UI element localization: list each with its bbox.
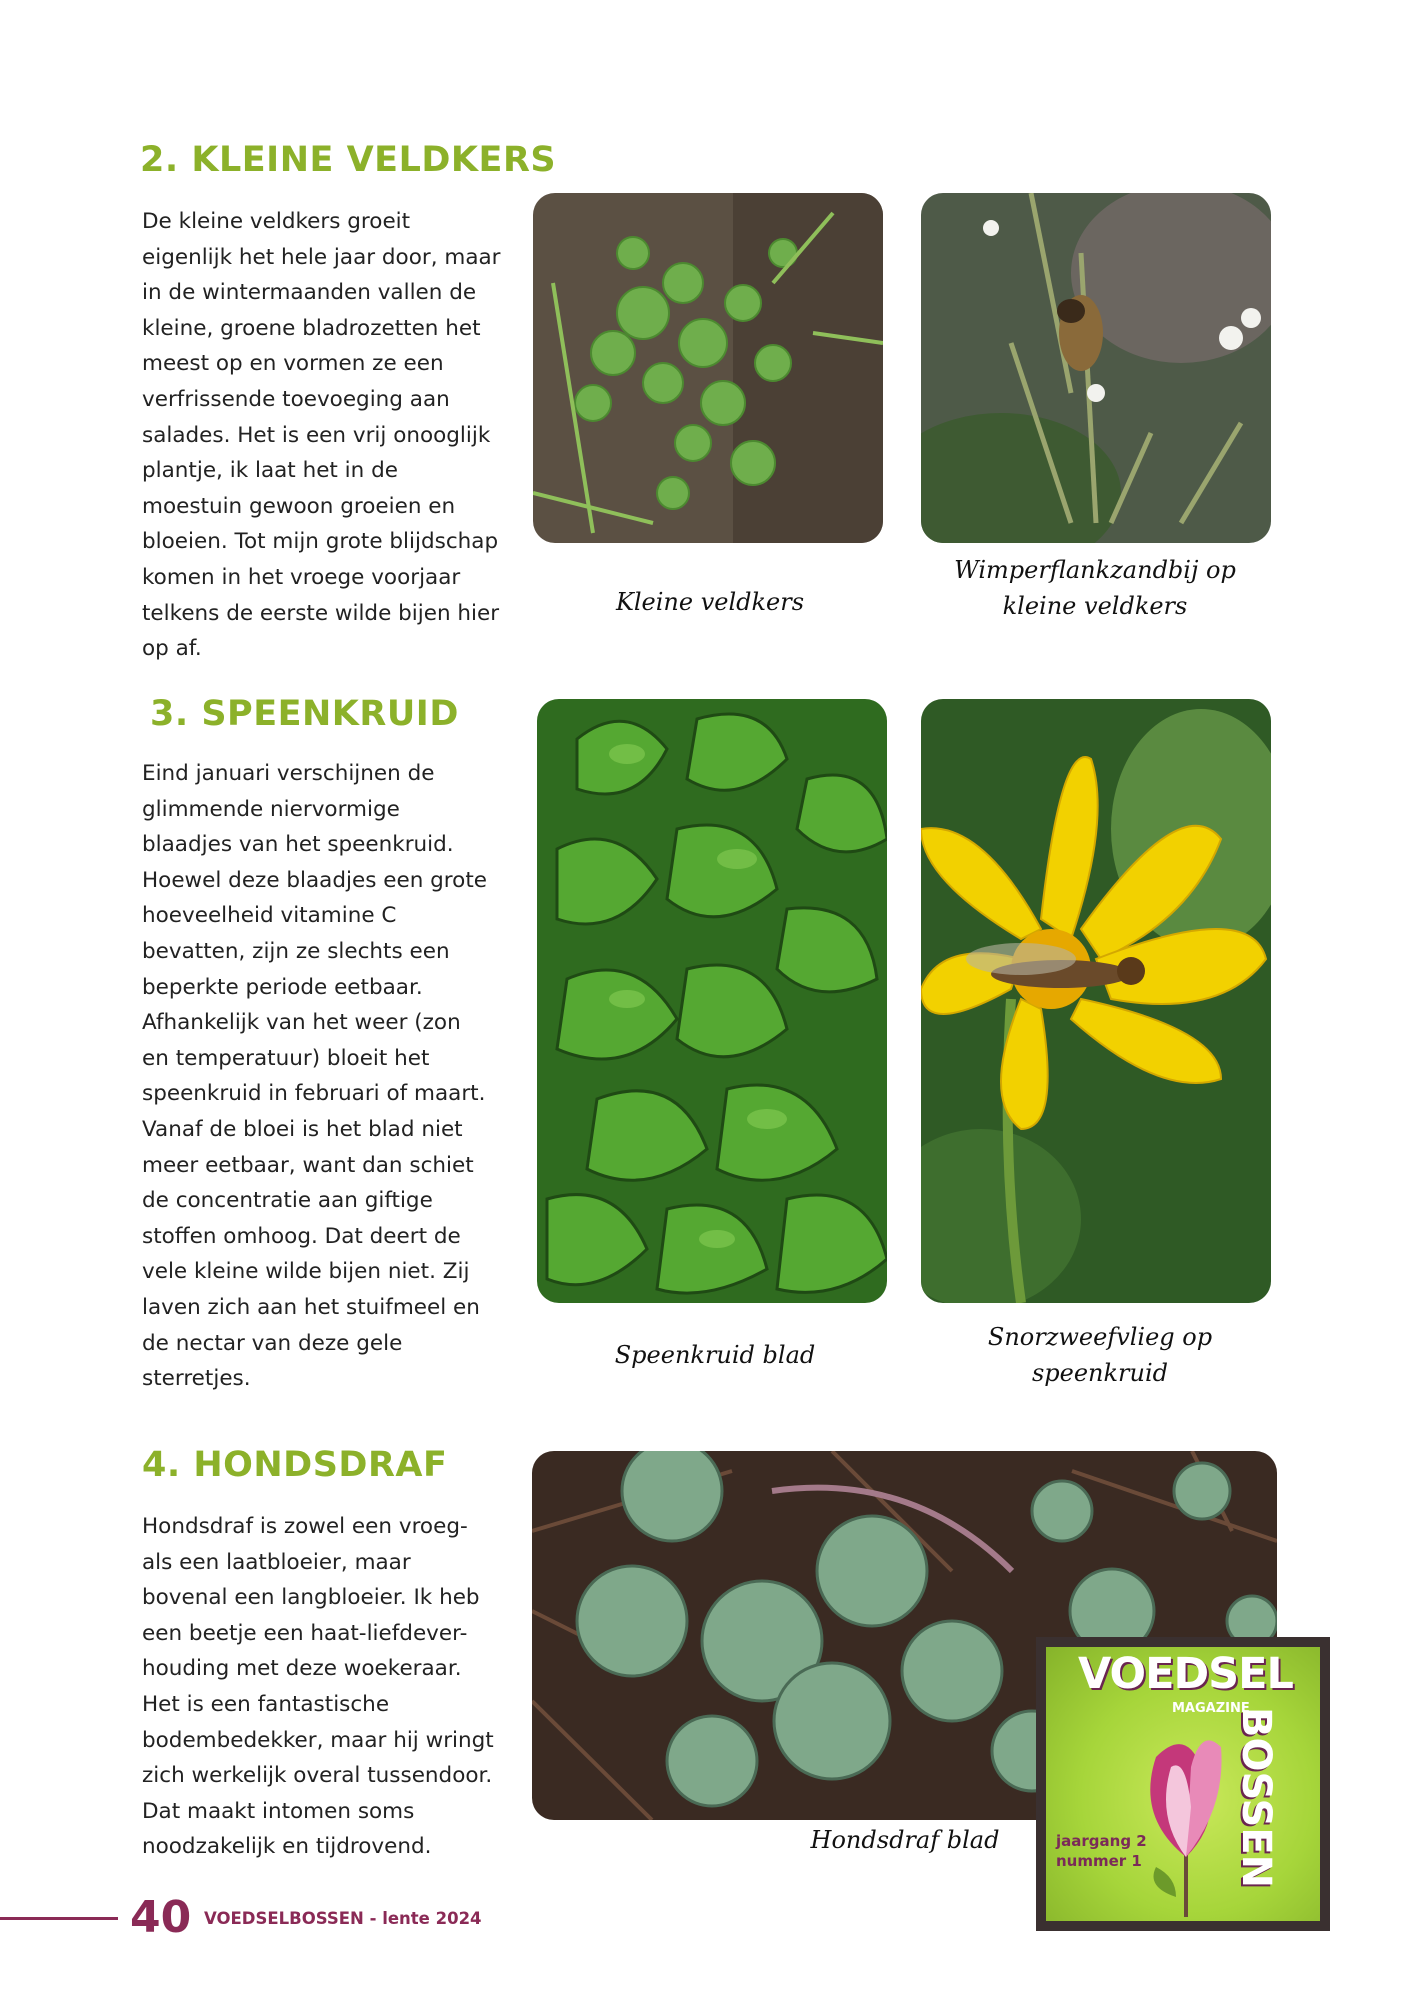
photo-kleine-veldkers xyxy=(533,193,883,543)
photo-wimperflankzandbij xyxy=(921,193,1271,543)
magazine-cover-thumbnail xyxy=(1036,1637,1330,1931)
photo-speenkruid-blad xyxy=(537,699,887,1303)
caption-speenkruid-blad: Speenkruid blad xyxy=(614,1341,816,1369)
section-title-kleine-veldkers: 2. KLEINE VELDKERS xyxy=(140,140,557,180)
photo-snorzweefvlieg xyxy=(921,699,1271,1303)
cover-title: VOEDSEL xyxy=(1078,1649,1293,1699)
footer-magazine-name: VOEDSELBOSSEN - lente 2024 xyxy=(204,1909,482,1928)
section-text-hondsdraf: Hondsdraf is zowel een vroeg- als een laatbloeier, maar bovenal een langbloeier. Ik heb een beetje een haat-liefdever- houding met deze woekeraar. Het is een fantastische bodembedekker, maar hij wringt zich werkelijk overal tussendoor. Dat maakt intomen soms noodzakelijk en tijdrovend. xyxy=(142,1514,494,1860)
footer-divider xyxy=(0,1917,118,1920)
section-text-kleine-veldkers: De kleine veldkers groeit eigenlijk het hele jaar door, maar in de wintermaanden vallen de kleine, groene bladrozetten het meest op en vormen ze een verfrissende toevoeging aan salades. Het is een vrij onooglijk plantje, ik laat het in de moestuin gewoon groeien en bloeien. Tot mijn grote blijdschap komen in het vroege voorjaar telkens de eerste wilde bijen hier op af. xyxy=(142,209,501,662)
cover-vertical-title: BOSSEN xyxy=(1233,1707,1279,1889)
section-title-speenkruid: 3. SPEENKRUID xyxy=(150,694,459,734)
section-text-speenkruid: Eind januari verschijnen de glimmende niervormige blaadjes van het speenkruid. Hoewel deze blaadjes een grote hoeveelheid vitamine C bevatten, zijn ze slechts een beperkte periode eetbaar. Afhankelijk van het weer (zon en temperatuur) bloeit het speenkruid in februari of maart. Vanaf de bloei is het blad niet meer eetbaar, want dan schiet de concentratie aan giftige stoffen omhoog. Dat deert de vele kleine wilde bijen niet. Zij laven zich aan het stuifmeel en de nectar van deze gele sterretjes. xyxy=(142,761,487,1392)
page-number: 40 xyxy=(130,1892,192,1943)
section-title-hondsdraf: 4. HONDSDRAF xyxy=(142,1445,448,1485)
cover-subtitle: MAGAZINE xyxy=(1172,1701,1250,1716)
caption-wimperflankzandbij: Wimperflankzandbij op kleine veldkers xyxy=(954,556,1236,620)
caption-snorzweefvlieg: Snorzweefvlieg op speenkruid xyxy=(987,1323,1213,1387)
cover-volume: jaargang 2 xyxy=(1056,1832,1147,1850)
cover-issue-number: nummer 1 xyxy=(1056,1852,1142,1870)
caption-kleine-veldkers: Kleine veldkers xyxy=(615,588,805,616)
caption-hondsdraf-blad: Hondsdraf blad xyxy=(810,1826,1000,1854)
cover-issue-info xyxy=(1056,1831,1147,1871)
